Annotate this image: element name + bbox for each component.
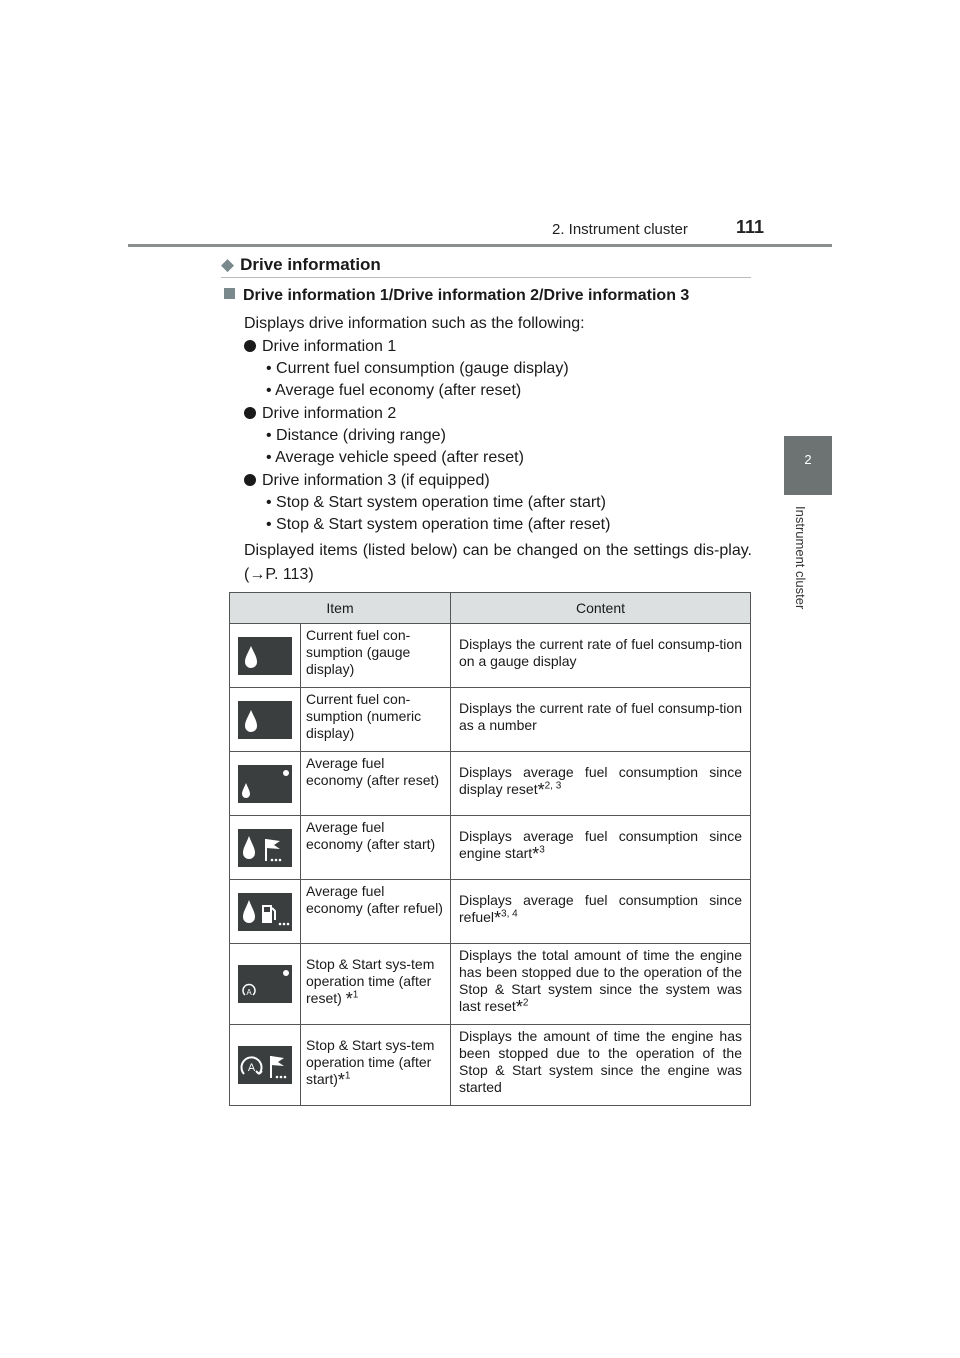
chapter-tab-number: 2 [804, 452, 812, 467]
list-item: • Stop & Start system operation time (after reset) [266, 516, 611, 533]
fuel-drop-reset-icon [238, 765, 292, 803]
content-cell: Displays the amount of time the engine has been stopped due to the operation of the Stop & Start system since the engine was started [451, 1025, 751, 1106]
item-cell: Average fuel economy (after refuel) [301, 880, 451, 944]
bullet-icon [244, 340, 256, 352]
svg-text:A: A [247, 1062, 256, 1074]
icon-cell [230, 624, 301, 688]
icon-cell [230, 688, 301, 752]
icon-cell [230, 944, 301, 1025]
table-row [230, 688, 751, 752]
section-heading: ◆ Drive information [221, 255, 381, 274]
icon-cell [230, 880, 301, 944]
page-number: 111 [736, 217, 765, 237]
stop-start-flag-icon [238, 1046, 292, 1084]
content-cell: Displays the current rate of fuel consump-tion on a gauge display [451, 624, 751, 688]
content-cell: Displays the total amount of time the engine has been stopped due to the operation of the Stop & Start system since the system was last reset*$^2$ [451, 944, 751, 1025]
icon-cell [230, 816, 301, 880]
item-cell: Average fuel economy (after reset) [301, 752, 451, 816]
content-cell: Displays average fuel consumption since refuel*$^{3, 4}$ [451, 880, 751, 944]
item-cell: Stop & Start sys-tem operation time (after reset) *$^1$ [301, 944, 451, 1025]
fuel-drop-icon [238, 637, 292, 675]
stop-start-reset-icon [238, 965, 292, 1003]
list-item: • Average fuel economy (after reset) [266, 382, 522, 399]
table-row [230, 1025, 751, 1106]
table-header-row [230, 593, 751, 624]
content-cell: Displays average fuel consumption since engine start*$^3$ [451, 816, 751, 880]
group-title: Drive information 3 (if equipped) [244, 470, 490, 492]
fuel-drop-pump-icon [238, 893, 292, 931]
chapter-tab-label: Instrument cluster [793, 506, 808, 610]
item-cell: Average fuel economy (after start) [301, 816, 451, 880]
item-cell: Current fuel con-sumption (gauge display) [301, 624, 451, 688]
closing-text: Displayed items (listed below) can be changed on the settings dis-play. (→P. 113) [244, 542, 752, 583]
group-title: Drive information 2 [244, 403, 396, 425]
header-content: Content [451, 593, 751, 624]
fuel-drop-icon [238, 701, 292, 739]
table-row [230, 624, 751, 688]
diamond-icon: ◆ [221, 255, 235, 274]
content-cell: Displays the current rate of fuel consump-tion as a number [451, 688, 751, 752]
svg-text:A: A [246, 988, 252, 997]
list-item: • Current fuel consumption (gauge display) [266, 360, 569, 377]
header-rule [128, 244, 832, 247]
bullet-icon [244, 474, 256, 486]
square-bullet-icon [224, 288, 235, 299]
content-cell: Displays average fuel consumption since display reset*$^{2, 3}$ [451, 752, 751, 816]
icon-cell [230, 1025, 301, 1106]
list-item: • Distance (driving range) [266, 427, 446, 444]
list-item: • Average vehicle speed (after reset) [266, 449, 524, 466]
icon-cell [230, 752, 301, 816]
group-title: Drive information 1 [244, 336, 396, 358]
fuel-drop-flag-icon [238, 829, 292, 867]
items-table [229, 592, 751, 1106]
heading-rule [221, 277, 751, 278]
table-row [230, 944, 751, 1025]
header-item: Item [230, 593, 451, 624]
table-row [230, 816, 751, 880]
item-cell: Stop & Start sys-tem operation time (after start)*$^1$ [301, 1025, 451, 1106]
list-item: • Stop & Start system operation time (after start) [266, 494, 606, 511]
table-row [230, 880, 751, 944]
table-row [230, 752, 751, 816]
running-header-section: 2. Instrument cluster [552, 221, 688, 238]
subsection-heading: Drive information 1/Drive information 2/Drive information 3 [224, 287, 689, 305]
bullet-icon [244, 407, 256, 419]
intro-text: Displays drive information such as the following: [244, 315, 585, 332]
item-cell: Current fuel con-sumption (numeric display) [301, 688, 451, 752]
